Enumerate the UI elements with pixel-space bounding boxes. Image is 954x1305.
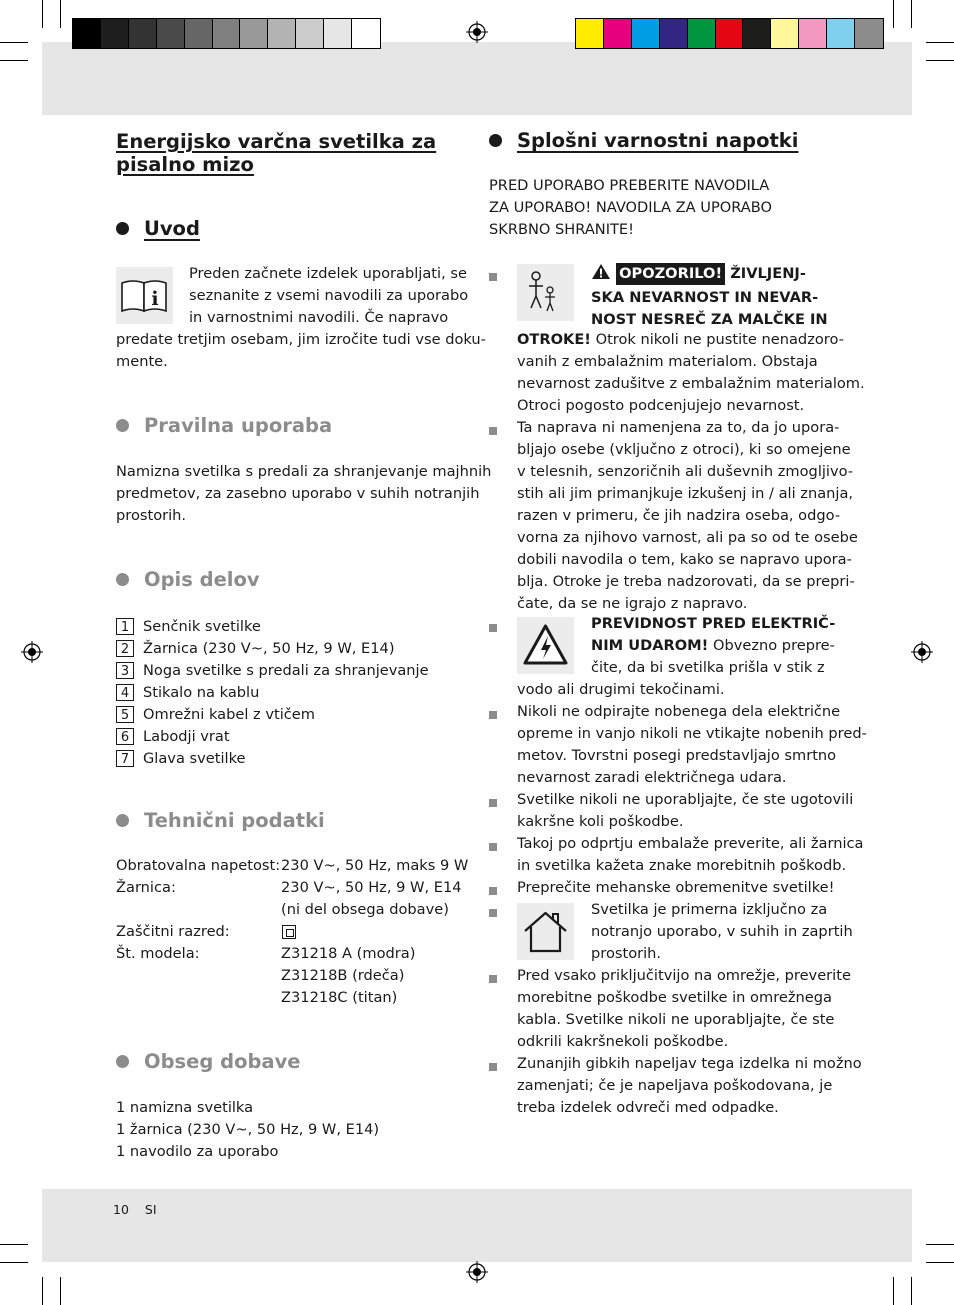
registration-mark-icon (466, 21, 488, 43)
page-title: Energijsko varčna svetilka za pisalno mizo (116, 130, 437, 176)
item-2-text: Ta naprava ni namenjena za to, da jo upora- bljajo osebe (vključno z otroci), ki so omejene v telesnih, senzoričnih ali duševnih zmogljivo- stih ali jim primanjkuje izkušenj in / ali znanja, razen v primeru, če jih nadzira oseba, odgo- vorna za njihovo varnost, ali pa so od te osebe dobili navodila o tem, kako se napravo upora- blja. Otroke je treba nadzorovati, da se prepri- čate, da se ne igrajo z napravo. (517, 419, 858, 612)
crop-mark (42, 0, 43, 28)
color-swatch (771, 19, 799, 48)
part-label: Stikalo na kablu (143, 683, 260, 701)
protection-class-ii-icon (282, 925, 296, 939)
crop-mark (0, 42, 28, 43)
color-swatch (268, 19, 296, 48)
color-swatch (213, 19, 241, 48)
section-heading-uvod: Uvod (116, 217, 200, 240)
uvod-text: predate tretjim osebam, jim izročite tudi vse doku- mente. (116, 331, 486, 370)
part-label: Omrežni kabel z vtičem (143, 705, 315, 723)
pravilna-uporaba-text: Namizna svetilka s predali za shranjevanje majhnih predmetov, za zasebno uporabo v suhih notranjih prostorih. (116, 463, 492, 524)
list-bullet (489, 887, 497, 895)
list-bullet (489, 711, 497, 719)
spec-value: Z31218C (titan) (281, 989, 398, 1006)
list-bullet (489, 799, 497, 807)
part-item (116, 747, 245, 769)
part-item (116, 659, 429, 681)
spec-label (116, 899, 280, 921)
part-item (116, 615, 261, 637)
section-heading-tehnicni-podatki: Tehnični podatki (116, 809, 325, 832)
section-heading-obseg-dobave: Obseg dobave (116, 1050, 301, 1073)
item-9-text: Pred vsako priključitvijo na omrežje, preverite morebitne poškodbe svetilke in omrežnega kabla. Svetilke nikoli ne uporabljajte, če ste odkrili kakršnekoli poškodbe. (517, 967, 851, 1050)
color-swatch (129, 19, 157, 48)
item-8-text: Svetilka je primerna izključno za notranjo uporabo, v suhih in zaprtih prostorih. (591, 901, 853, 962)
part-item (116, 637, 395, 659)
color-swatch (352, 19, 380, 48)
info-book-icon (116, 267, 173, 324)
color-swatch (157, 19, 185, 48)
item-4-text: Nikoli ne odpirajte nobenega dela električne opreme in vanjo nikoli ne vtikajte nobenih pred- metov. Tovrstni posegi predstavljajo smrtno nevarnost zaradi električnega udara. (517, 703, 867, 786)
obseg-dobave-list: 1 namizna svetilka 1 žarnica (230 V~, 50 Hz, 9 W, E14) 1 navodilo za uporabo (116, 1099, 380, 1160)
item-3-text: vodo ali drugimi tekočinami. (517, 681, 725, 698)
color-swatch (855, 19, 883, 48)
grayscale-color-bar (72, 18, 381, 49)
section-bullet-icon (116, 419, 129, 432)
list-bullet (489, 1063, 497, 1071)
safety-intro: PRED UPORABO PREBERITE NAVODILA ZA UPORABO! NAVODILA ZA UPORABO SKRBNO SHRANITE! (489, 177, 773, 238)
color-swatch (743, 19, 771, 48)
color-swatch (799, 19, 827, 48)
color-swatch (827, 19, 855, 48)
color-swatch (324, 19, 352, 48)
crop-mark (926, 1262, 954, 1263)
color-swatch (185, 19, 213, 48)
part-number: 1 (116, 618, 134, 635)
crop-mark (60, 0, 61, 28)
section-heading-opis-delov: Opis delov (116, 568, 260, 591)
crop-mark (893, 0, 894, 28)
spec-label: Obratovalna napetost: (116, 857, 281, 874)
crop-mark (0, 1244, 28, 1245)
part-number: 5 (116, 706, 134, 723)
section-bullet-icon (489, 134, 502, 147)
section-bullet-icon (116, 1055, 129, 1068)
spec-label: Št. modela: (116, 945, 200, 962)
part-number: 2 (116, 640, 134, 657)
spec-label: Zaščitni razred: (116, 923, 230, 940)
item-10-text: Zunanjih gibkih napeljav tega izdelka ni možno zamenjati; če je napeljava poškodovana, je treba izdelek odvreči med odpadke. (517, 1055, 862, 1116)
color-swatch (576, 19, 604, 48)
crop-mark (60, 1277, 61, 1305)
color-swatch (688, 19, 716, 48)
crop-mark (926, 60, 954, 61)
header-band (42, 42, 912, 115)
spec-labels (116, 855, 280, 965)
part-label: Glava svetilke (143, 749, 246, 767)
list-bullet (489, 624, 497, 632)
part-number: 4 (116, 684, 134, 701)
item-5-text: Svetilke nikoli ne uporabljajte, če ste ugotovili kakršne koli poškodbe. (517, 791, 854, 830)
footer-band (42, 1189, 912, 1262)
registration-mark-icon (466, 1261, 488, 1283)
color-swatch (296, 19, 324, 48)
spec-label: Žarnica: (116, 879, 176, 896)
section-heading-pravilna-uporaba: Pravilna uporaba (116, 414, 332, 437)
crop-mark (926, 1244, 954, 1245)
part-label: Labodji vrat (143, 727, 230, 745)
crop-mark (42, 1277, 43, 1305)
color-swatch (240, 19, 268, 48)
svg-text:i: i (151, 288, 159, 310)
crop-mark (926, 42, 954, 43)
registration-mark-icon (21, 641, 43, 663)
spec-value: (ni del obsega dobave) (281, 901, 449, 918)
warning-heading: OPOZORILO! ŽIVLJENJ- SKA NEVARNOST IN NEVAR- NOST NESREČ ZA MALČKE IN (591, 265, 828, 328)
color-swatch (604, 19, 632, 48)
color-swatch (660, 19, 688, 48)
spec-value: 230 V~, 50 Hz, maks 9 W (281, 857, 469, 874)
uvod-text-wrapped: Preden začnete izdelek uporabljati, se seznanite z vsemi navodili za uporabo in varnostnimi navodili. Če napravo (189, 265, 469, 326)
color-swatch (101, 19, 129, 48)
list-bullet (489, 909, 497, 917)
part-label: Senčnik svetilke (143, 617, 261, 635)
list-bullet (489, 843, 497, 851)
item-3-head: PREVIDNOST PRED ELEKTRIČ- NIM UDAROM! Obvezno prepre- čite, da bi svetilka prišla v stik z (591, 615, 836, 676)
part-number: 7 (116, 750, 134, 767)
warning-triangle-icon (591, 263, 611, 287)
crop-mark (911, 1277, 912, 1305)
page-footer (113, 1202, 157, 1217)
list-bullet (489, 427, 497, 435)
section-bullet-icon (116, 814, 129, 827)
section-bullet-icon (116, 222, 129, 235)
list-bullet (489, 975, 497, 983)
part-item (116, 681, 259, 703)
page-number: 10 (113, 1202, 129, 1217)
electric-shock-warning-icon (517, 617, 574, 674)
language-code: SI (144, 1202, 157, 1217)
part-label: Žarnica (230 V~, 50 Hz, 9 W, E14) (143, 639, 395, 657)
color-swatch (632, 19, 660, 48)
item-1-text: OTROKE! Otrok nikoli ne pustite nenadzoro- vanih z embalažnim materialom. Obstaja nevarnost zadušitve z embalažnim materialom. Otroci pogosto podcenjujejo nevarnost. (517, 331, 865, 414)
registration-mark-icon (911, 641, 933, 663)
part-item (116, 725, 230, 747)
section-bullet-icon (116, 573, 129, 586)
item-6-text: Takoj po odprtju embalaže preverite, ali žarnica in svetilka kažeta znake morebitnih poškodb. (517, 835, 864, 874)
process-color-bar (575, 18, 884, 49)
indoor-use-house-icon (517, 903, 574, 960)
warning-badge: OPOZORILO! (616, 263, 725, 285)
list-bullet (489, 273, 497, 281)
part-label: Noga svetilke s predali za shranjevanje (143, 661, 429, 679)
part-number: 6 (116, 728, 134, 745)
section-heading-splosni-varnostni-napotki: Splošni varnostni napotki (489, 129, 798, 152)
spec-value: Z31218 A (modra) (281, 945, 416, 962)
crop-mark (0, 60, 28, 61)
color-swatch (73, 19, 101, 48)
part-number: 3 (116, 662, 134, 679)
spec-value: 230 V~, 50 Hz, 9 W, E14 (281, 879, 462, 896)
part-item (116, 703, 315, 725)
crop-mark (0, 1262, 28, 1263)
child-warning-icon (517, 264, 574, 321)
spec-values (281, 855, 468, 1009)
crop-mark (911, 0, 912, 28)
spec-value: Z31218B (rdeča) (281, 967, 405, 984)
item-7-text: Preprečite mehanske obremenitve svetilke! (517, 879, 835, 896)
crop-mark (893, 1277, 894, 1305)
color-swatch (716, 19, 744, 48)
